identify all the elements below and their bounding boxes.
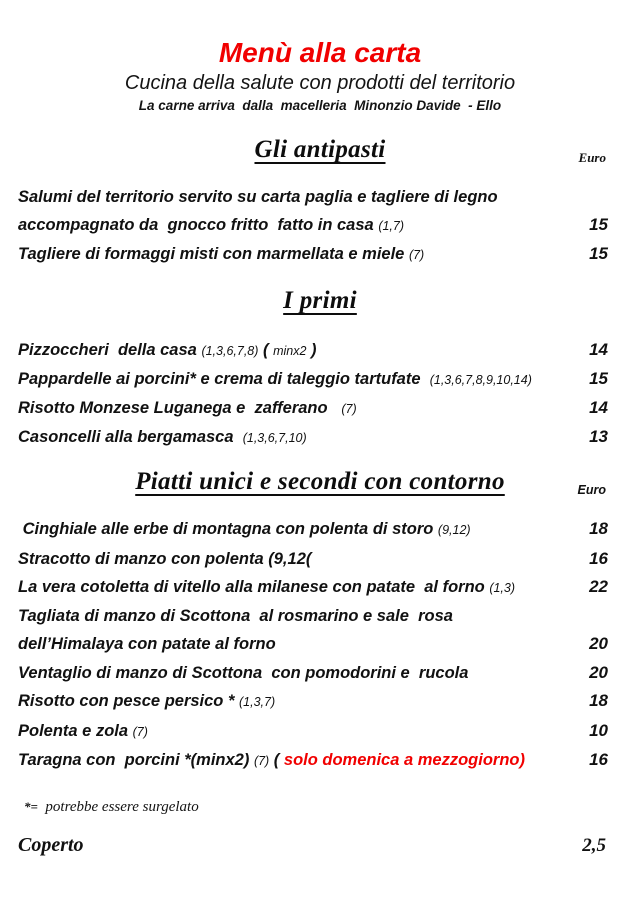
cover-charge-row bbox=[0, 832, 640, 859]
allergen-codes: (7) bbox=[341, 402, 357, 416]
currency-label: Euro bbox=[577, 483, 606, 497]
menu-item bbox=[18, 336, 608, 365]
item-price: 16 bbox=[589, 750, 608, 769]
coperto-label: Coperto bbox=[18, 833, 84, 856]
min-portion-paren-close: ) bbox=[306, 341, 317, 359]
item-price: 15 bbox=[589, 215, 608, 234]
allergen-codes: (1,3,7) bbox=[238, 695, 276, 709]
page-subtitle: Cucina della salute con prodotti del territorio bbox=[124, 72, 516, 94]
allergen-codes: (7) bbox=[408, 248, 425, 262]
menu-item bbox=[18, 603, 608, 631]
item-price: 18 bbox=[589, 519, 608, 538]
meat-origin-note: La carne arriva dalla macelleria Minonzio Davide - Ello bbox=[138, 98, 502, 113]
section-title: Gli antipasti bbox=[254, 136, 386, 163]
allergen-codes: (1,7) bbox=[378, 219, 405, 233]
item-label: dell’Himalaya con patate al forno bbox=[18, 635, 276, 653]
antipasti-rows bbox=[0, 183, 640, 269]
allergen-codes: (7) bbox=[253, 754, 270, 768]
menu-item bbox=[18, 573, 608, 603]
allergen-codes: (7) bbox=[132, 724, 148, 739]
item-label: Tagliere di formaggi misti con marmellata e miele bbox=[18, 245, 409, 263]
coperto-price: 2,5 bbox=[582, 834, 606, 856]
item-price: 16 bbox=[589, 548, 608, 568]
menu-item bbox=[18, 545, 608, 574]
item-label: Stracotto di manzo con polenta (9,12( bbox=[18, 549, 312, 568]
item-label: Pappardelle ai porcini* e crema di taleggio tartufate bbox=[18, 370, 430, 388]
section-heading-antipasti bbox=[0, 132, 640, 171]
allergen-codes: (1,3,6,7,8,9,10,14) bbox=[429, 373, 532, 387]
item-price: 18 bbox=[589, 691, 608, 710]
min-portion-note: minx2 bbox=[273, 344, 307, 358]
section-heading-primi bbox=[0, 283, 640, 322]
menu-item bbox=[18, 687, 608, 717]
item-label: Salumi del territorio servito su carta paglia e tagliere di legno bbox=[18, 188, 498, 206]
footnote-text: potrebbe essere surgelato bbox=[37, 798, 199, 815]
item-label: Risotto Monzese Luganega e zafferano bbox=[18, 399, 342, 417]
item-price: 15 bbox=[589, 369, 608, 388]
menu-item bbox=[18, 211, 608, 240]
item-price: 14 bbox=[589, 398, 608, 417]
menu-item bbox=[18, 394, 608, 423]
item-label: Pizzoccheri della casa bbox=[18, 341, 202, 359]
item-label: Taragna con porcini *(minx2) bbox=[18, 751, 254, 769]
item-label: Cinghiale alle erbe di montagna con polenta di storo bbox=[18, 520, 438, 538]
allergen-codes: (1,3) bbox=[489, 581, 516, 595]
page-title: Menù alla carta bbox=[218, 37, 422, 68]
allergen-codes: (9,12) bbox=[437, 523, 471, 537]
menu-item bbox=[18, 240, 608, 269]
item-label: Polenta e zola bbox=[18, 721, 133, 740]
menu-item bbox=[18, 630, 608, 659]
frozen-food-footnote bbox=[24, 798, 640, 816]
item-label: accompagnato da gnocco fritto fatto in casa bbox=[18, 216, 379, 234]
item-price: 20 bbox=[589, 662, 608, 682]
secondi-rows bbox=[0, 515, 640, 776]
sunday-only-note: solo domenica a mezzogiorno) bbox=[283, 751, 526, 769]
currency-label: Euro bbox=[578, 150, 606, 165]
menu-item bbox=[18, 746, 608, 776]
menu-item bbox=[18, 365, 608, 394]
allergen-codes: (1,3,6,7,10) bbox=[242, 431, 307, 445]
menu-item bbox=[18, 515, 608, 545]
item-label: La vera cotoletta di vitello alla milanese con patate al forno bbox=[18, 578, 490, 596]
item-price: 10 bbox=[589, 720, 608, 740]
item-label: Casoncelli alla bergamasca bbox=[18, 428, 243, 446]
item-price: 22 bbox=[589, 577, 608, 596]
item-price: 20 bbox=[589, 634, 608, 653]
asterisk-legend: *= bbox=[24, 798, 38, 814]
menu-item bbox=[18, 659, 608, 688]
min-portion-paren-open: ( bbox=[258, 341, 274, 359]
item-price: 15 bbox=[589, 244, 608, 263]
section-heading-secondi bbox=[0, 464, 640, 503]
item-price: 13 bbox=[589, 427, 608, 446]
primi-rows bbox=[0, 336, 640, 452]
menu-item bbox=[18, 183, 608, 211]
item-label: Ventaglio di manzo di Scottona con pomodorini e rucola bbox=[18, 663, 469, 682]
item-label: Risotto con pesce persico * bbox=[18, 692, 239, 710]
menu-item bbox=[18, 717, 608, 747]
section-title: I primi bbox=[283, 287, 357, 314]
section-title: Piatti unici e secondi con contorno bbox=[135, 468, 505, 495]
menu-item bbox=[18, 423, 608, 452]
sunday-note-paren: ( bbox=[269, 751, 284, 769]
item-label: Tagliata di manzo di Scottona al rosmarino e sale rosa bbox=[18, 606, 453, 625]
allergen-codes: (1,3,6,7,8) bbox=[201, 344, 259, 358]
item-price: 14 bbox=[589, 340, 608, 359]
